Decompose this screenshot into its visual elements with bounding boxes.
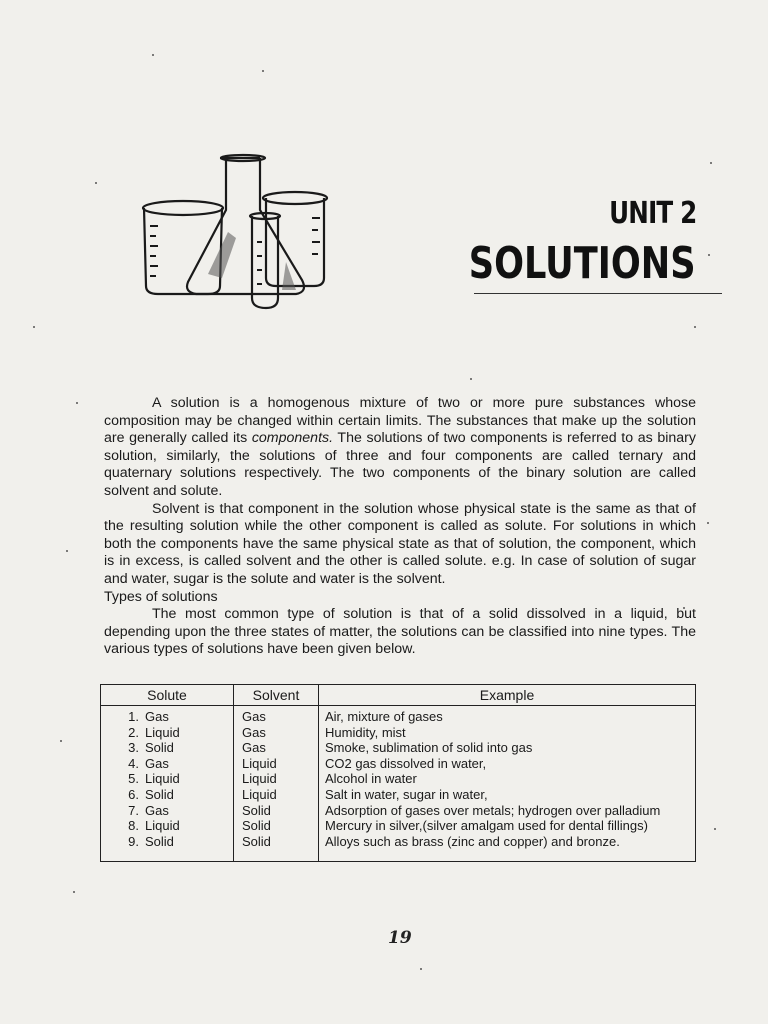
cell-solute [101,725,234,741]
header-solute: Solute [101,685,234,706]
table-row [101,706,696,725]
cell-example: Salt in water, sugar in water, [319,787,696,803]
scan-speck [714,828,716,830]
cell-example: Air, mixture of gases [319,706,696,725]
laboratory-glassware-icon [136,152,336,312]
solute-value: Solid [145,786,174,802]
cell-solute [101,834,234,862]
row-number: 4. [128,755,139,771]
solute-value: Gas [145,802,169,818]
cell-solvent: Solid [234,803,319,819]
cell-solvent: Solid [234,818,319,834]
cell-solute [101,756,234,772]
unit-title: SOLUTIONS [469,238,696,289]
cell-solute [101,818,234,834]
title-underline [474,293,722,294]
row-number: 5. [128,771,139,787]
paragraph-solvent: Solvent is that component in the solution whose physical state is the same as that of the resulting solution while the other component is called as solute. For solutions in which both the components have the same physical state as that of solution, the component, which is in excess, is called solvent and the other is called solute. e.g. In case of solution of sugar and water, sugar is the solute and water is the solvent. [104,500,696,587]
row-number: 6. [128,786,139,802]
row-number: 8. [128,818,139,834]
cell-example: CO2 gas dissolved in water, [319,756,696,772]
paragraph-text: The solutions of two components is referred to as binary solution, similarly, the solutions of three and four components are called ternary and quaternary solutions respectively. The two components of the binary solution are called solvent and solute. [104,430,696,499]
row-number: 7. [128,802,139,818]
table-row [101,771,696,787]
body-text [104,395,696,659]
cell-solute [101,771,234,787]
solute-value: Liquid [145,724,180,740]
scan-speck [710,162,712,164]
cell-example: Humidity, mist [319,725,696,741]
row-number: 1. [128,709,139,724]
scan-speck [694,326,696,328]
cell-solvent: Liquid [234,756,319,772]
header-solvent: Solvent [234,685,319,706]
table-header-row [101,685,696,706]
paragraph-types: The most common type of solution is that of a solid dissolved in a liquid, but depending upon the three states of matter, the solutions can be classified into nine types. The various types of solutions have been given below. [104,606,696,658]
subheading-types: Types of solutions [104,588,218,605]
solute-value: Solid [145,833,174,849]
solute-value: Solid [145,740,174,756]
solute-value: Gas [145,709,169,724]
table-row [101,756,696,772]
solute-value: Gas [145,755,169,771]
solute-value: Liquid [145,771,180,787]
scan-speck [470,378,472,380]
cell-solvent: Liquid [234,787,319,803]
row-number: 3. [128,740,139,756]
scan-speck [95,182,97,184]
header-example: Example [319,685,696,706]
table-row [101,725,696,741]
table-row [101,803,696,819]
cell-example: Adsorption of gases over metals; hydrogen over palladium [319,803,696,819]
solutions-table [100,684,696,862]
cell-example: Alloys such as brass (zinc and copper) and bronze. [319,834,696,862]
solute-value: Liquid [145,818,180,834]
cell-solvent: Gas [234,725,319,741]
table-row [101,834,696,862]
scan-speck [73,891,75,893]
scan-speck [262,70,264,72]
cell-solvent: Solid [234,834,319,862]
cell-example: Smoke, sublimation of solid into gas [319,740,696,756]
unit-label: UNIT 2 [608,196,696,231]
paragraph-definition [104,395,696,501]
page-number: 19 [388,928,412,948]
scan-speck [420,968,422,970]
table-row [101,787,696,803]
cell-example: Mercury in silver,(silver amalgam used for dental fillings) [319,818,696,834]
scan-speck [707,522,709,524]
cell-solvent: Liquid [234,771,319,787]
scan-speck [76,402,78,404]
cell-solvent: Gas [234,740,319,756]
row-number: 9. [128,833,139,849]
cell-solute [101,706,234,725]
scan-speck [708,254,710,256]
scan-speck [33,326,35,328]
table-row [101,740,696,756]
cell-solute [101,803,234,819]
scan-speck [60,740,62,742]
cell-example: Alcohol in water [319,771,696,787]
table-row [101,818,696,834]
cell-solute [101,740,234,756]
row-number: 2. [128,724,139,740]
emphasis-components: components. [251,430,334,447]
cell-solvent: Gas [234,706,319,725]
scan-speck [152,54,154,56]
scan-speck [66,550,68,552]
cell-solute [101,787,234,803]
paragraph-text: A solution is a homogenous mixture of two or more pure substances whose composition may be changed within certain limits. The substances that make up the solution are generally called its [104,395,696,447]
